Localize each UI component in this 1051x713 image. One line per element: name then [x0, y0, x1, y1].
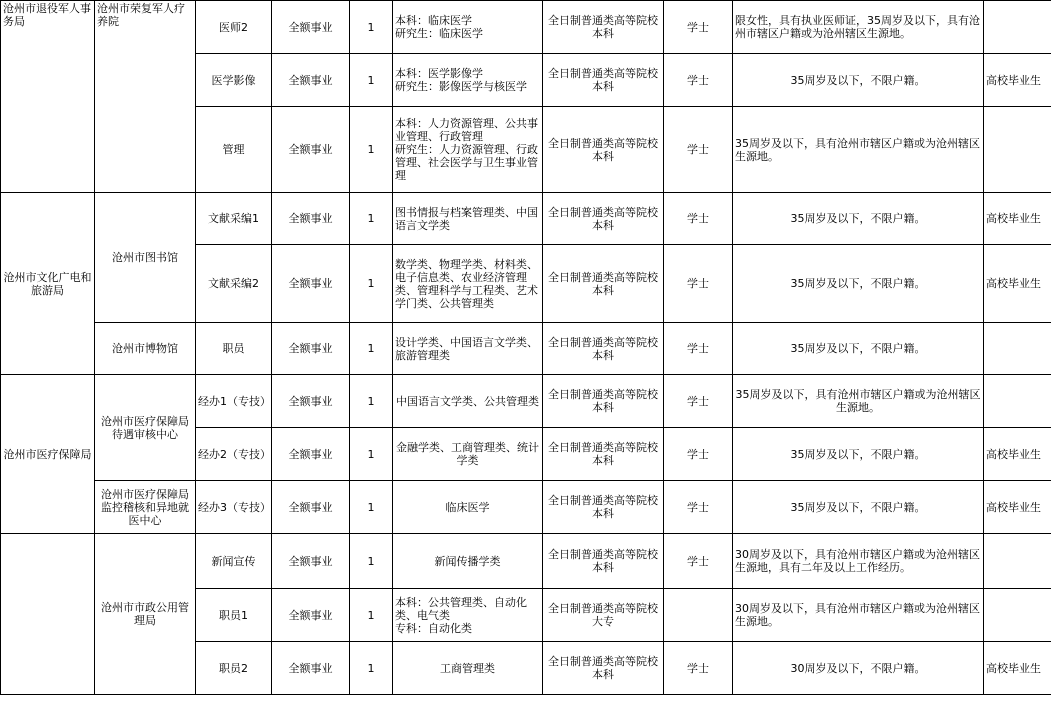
major-cell: 设计学类、中国语言文学类、旅游管理类 [393, 323, 543, 375]
count-cell: 1 [350, 1, 393, 54]
table-row [1, 375, 1051, 428]
requirement-cell: 35周岁及以下，具有沧州市辖区户籍或为沧州辖区生源地。 [733, 375, 984, 428]
note-cell [984, 107, 1051, 193]
position-cell: 文献采编2 [196, 245, 272, 323]
table-row [1, 323, 1051, 375]
count-cell: 1 [350, 107, 393, 193]
position-cell: 新闻宣传 [196, 534, 272, 589]
type-cell: 全额事业 [272, 193, 350, 245]
requirement-cell: 35周岁及以下，不限户籍。 [733, 323, 984, 375]
education-cell: 全日制普通类高等院校本科 [543, 534, 664, 589]
requirement-cell: 限女性，具有执业医师证，35周岁及以下，具有沧州市辖区户籍或为沧州辖区生源地。 [733, 1, 984, 54]
degree-cell: 学士 [664, 1, 733, 54]
note-cell [984, 323, 1051, 375]
unit-cell: 沧州市市政公用管理局 [95, 534, 196, 695]
requirement-cell: 35周岁及以下，具有沧州市辖区户籍或为沧州辖区生源地。 [733, 107, 984, 193]
unit-cell: 沧州市荣复军人疗养院 [95, 1, 196, 193]
degree-cell: 学士 [664, 642, 733, 695]
major-cell: 工商管理类 [393, 642, 543, 695]
major-cell: 新闻传播学类 [393, 534, 543, 589]
position-cell: 文献采编1 [196, 193, 272, 245]
unit-cell: 沧州市医疗保障局待遇审核中心 [95, 375, 196, 481]
requirement-cell: 30周岁及以下，不限户籍。 [733, 642, 984, 695]
major-cell: 数学类、物理学类、材料类、电子信息类、农业经济管理类、管理科学与工程类、艺术学门类、公共管理类 [393, 245, 543, 323]
position-cell: 经办3（专技） [196, 481, 272, 534]
note-cell: 高校毕业生 [984, 428, 1051, 481]
education-cell: 全日制普通类高等院校本科 [543, 107, 664, 193]
type-cell: 全额事业 [272, 375, 350, 428]
count-cell: 1 [350, 481, 393, 534]
degree-cell: 学士 [664, 534, 733, 589]
requirement-cell: 30周岁及以下，具有沧州市辖区户籍或为沧州辖区生源地，具有二年及以上工作经历。 [733, 534, 984, 589]
major-cell: 本科：人力资源管理、公共事业管理、行政管理 研究生：人力资源管理、行政管理、社会医学与卫生事业管理 [393, 107, 543, 193]
requirement-cell: 35周岁及以下，不限户籍。 [733, 245, 984, 323]
degree-cell: 学士 [664, 245, 733, 323]
education-cell: 全日制普通类高等院校本科 [543, 54, 664, 107]
major-cell: 金融学类、工商管理类、统计学类 [393, 428, 543, 481]
count-cell: 1 [350, 323, 393, 375]
type-cell: 全额事业 [272, 534, 350, 589]
note-cell [984, 1, 1051, 54]
position-cell: 经办2（专技） [196, 428, 272, 481]
count-cell: 1 [350, 54, 393, 107]
degree-cell [664, 589, 733, 642]
position-cell: 医师2 [196, 1, 272, 54]
unit-cell: 沧州市医疗保障局监控稽核和异地就医中心 [95, 481, 196, 534]
position-cell: 职员1 [196, 589, 272, 642]
type-cell: 全额事业 [272, 1, 350, 54]
type-cell: 全额事业 [272, 107, 350, 193]
requirement-cell: 35周岁及以下，不限户籍。 [733, 54, 984, 107]
note-cell: 高校毕业生 [984, 193, 1051, 245]
requirement-cell: 35周岁及以下，不限户籍。 [733, 481, 984, 534]
education-cell: 全日制普通类高等院校本科 [543, 642, 664, 695]
count-cell: 1 [350, 375, 393, 428]
education-cell: 全日制普通类高等院校本科 [543, 375, 664, 428]
degree-cell: 学士 [664, 481, 733, 534]
major-cell: 中国语言文学类、公共管理类 [393, 375, 543, 428]
note-cell [984, 589, 1051, 642]
note-cell: 高校毕业生 [984, 54, 1051, 107]
position-cell: 管理 [196, 107, 272, 193]
table-row [1, 534, 1051, 589]
type-cell: 全额事业 [272, 428, 350, 481]
count-cell: 1 [350, 428, 393, 481]
type-cell: 全额事业 [272, 481, 350, 534]
table-row [1, 1, 1051, 54]
department-cell [1, 534, 95, 695]
unit-cell: 沧州市图书馆 [95, 193, 196, 323]
education-cell: 全日制普通类高等院校本科 [543, 245, 664, 323]
degree-cell: 学士 [664, 428, 733, 481]
education-cell: 全日制普通类高等院校本科 [543, 1, 664, 54]
unit-cell: 沧州市博物馆 [95, 323, 196, 375]
type-cell: 全额事业 [272, 245, 350, 323]
table-row [1, 481, 1051, 534]
degree-cell: 学士 [664, 54, 733, 107]
education-cell: 全日制普通类高等院校本科 [543, 193, 664, 245]
type-cell: 全额事业 [272, 642, 350, 695]
note-cell: 高校毕业生 [984, 642, 1051, 695]
position-cell: 职员2 [196, 642, 272, 695]
type-cell: 全额事业 [272, 54, 350, 107]
requirement-cell: 35周岁及以下，不限户籍。 [733, 193, 984, 245]
major-cell: 本科：临床医学 研究生：临床医学 [393, 1, 543, 54]
count-cell: 1 [350, 642, 393, 695]
type-cell: 全额事业 [272, 323, 350, 375]
major-cell: 本科：公共管理类、自动化类、电气类 专科：自动化类 [393, 589, 543, 642]
major-cell: 临床医学 [393, 481, 543, 534]
degree-cell: 学士 [664, 193, 733, 245]
type-cell: 全额事业 [272, 589, 350, 642]
degree-cell: 学士 [664, 375, 733, 428]
count-cell: 1 [350, 589, 393, 642]
major-cell: 图书情报与档案管理类、中国语言文学类 [393, 193, 543, 245]
table-row [1, 193, 1051, 245]
degree-cell: 学士 [664, 323, 733, 375]
count-cell: 1 [350, 193, 393, 245]
note-cell [984, 375, 1051, 428]
major-cell: 本科：医学影像学 研究生：影像医学与核医学 [393, 54, 543, 107]
note-cell [984, 534, 1051, 589]
education-cell: 全日制普通类高等院校本科 [543, 323, 664, 375]
department-cell: 沧州市文化广电和旅游局 [1, 193, 95, 375]
department-cell: 沧州市退役军人事务局 [1, 1, 95, 193]
education-cell: 全日制普通类高等院校本科 [543, 428, 664, 481]
requirement-cell: 35周岁及以下，不限户籍。 [733, 428, 984, 481]
requirement-cell: 30周岁及以下，具有沧州市辖区户籍或为沧州辖区生源地。 [733, 589, 984, 642]
degree-cell: 学士 [664, 107, 733, 193]
note-cell: 高校毕业生 [984, 245, 1051, 323]
count-cell: 1 [350, 245, 393, 323]
education-cell: 全日制普通类高等院校本科 [543, 481, 664, 534]
education-cell: 全日制普通类高等院校大专 [543, 589, 664, 642]
department-cell: 沧州市医疗保障局 [1, 375, 95, 534]
position-cell: 职员 [196, 323, 272, 375]
position-cell: 医学影像 [196, 54, 272, 107]
position-cell: 经办1（专技） [196, 375, 272, 428]
note-cell: 高校毕业生 [984, 481, 1051, 534]
count-cell: 1 [350, 534, 393, 589]
